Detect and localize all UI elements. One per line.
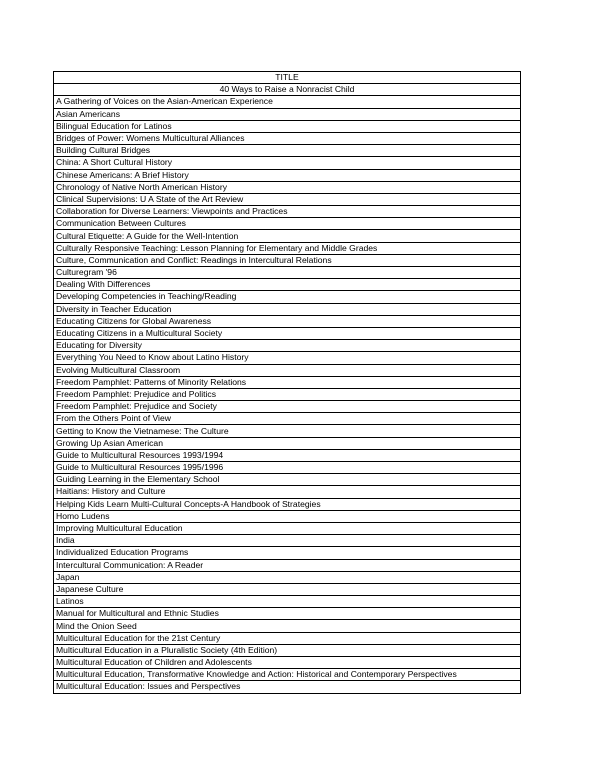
table-row: [54, 608, 521, 620]
table-cell-title: Dealing With Differences: [54, 279, 521, 291]
table-row: [54, 486, 521, 498]
table-cell-title: Individualized Education Programs: [54, 547, 521, 559]
column-header-title: TITLE: [54, 72, 521, 84]
table-cell-title: Mind the Onion Seed: [54, 620, 521, 632]
table-row: [54, 571, 521, 583]
table-cell-title: Developing Competencies in Teaching/Reading: [54, 291, 521, 303]
table-cell-title: Diversity in Teacher Education: [54, 303, 521, 315]
table-cell-title: Asian Americans: [54, 108, 521, 120]
table-row: [54, 352, 521, 364]
table-cell-title: China: A Short Cultural History: [54, 157, 521, 169]
table-cell-title: Haitians: History and Culture: [54, 486, 521, 498]
table-cell-title: Evolving Multicultural Classroom: [54, 364, 521, 376]
table-row: [54, 510, 521, 522]
table-cell-title: From the Others Point of View: [54, 413, 521, 425]
table-cell-title: Bridges of Power: Womens Multicultural Alliances: [54, 132, 521, 144]
table-row: [54, 242, 521, 254]
table-row: [54, 498, 521, 510]
table-row: [54, 327, 521, 339]
table-cell-title: Chinese Americans: A Brief History: [54, 169, 521, 181]
table-row: [54, 181, 521, 193]
table-cell-title: Improving Multicultural Education: [54, 522, 521, 534]
table-row: [54, 535, 521, 547]
table-row: [54, 657, 521, 669]
table-cell-title: A Gathering of Voices on the Asian-American Experience: [54, 96, 521, 108]
table-cell-title: Multicultural Education of Children and Adolescents: [54, 657, 521, 669]
table-cell-title: Multicultural Education: Issues and Perspectives: [54, 681, 521, 693]
table-body: [54, 72, 521, 694]
table-cell-title: Getting to Know the Vietnamese: The Culture: [54, 425, 521, 437]
table-cell-title: Growing Up Asian American: [54, 437, 521, 449]
table-cell-title: Culture, Communication and Conflict: Readings in Intercultural Relations: [54, 254, 521, 266]
table-row: [54, 401, 521, 413]
table-row: [54, 425, 521, 437]
table-row: [54, 279, 521, 291]
table-row: [54, 218, 521, 230]
table-cell-title: Freedom Pamphlet: Prejudice and Society: [54, 401, 521, 413]
table-cell-title: Japanese Culture: [54, 583, 521, 595]
table-row: [54, 376, 521, 388]
table-row: [54, 169, 521, 181]
table-cell-title: Educating for Diversity: [54, 340, 521, 352]
table-cell-first-entry: 40 Ways to Raise a Nonracist Child: [54, 84, 521, 96]
table-row: [54, 644, 521, 656]
table-cell-title: Guide to Multicultural Resources 1993/1994: [54, 449, 521, 461]
table-row: [54, 206, 521, 218]
table-cell-title: Collaboration for Diverse Learners: Viewpoints and Practices: [54, 206, 521, 218]
table-cell-title: Chronology of Native North American History: [54, 181, 521, 193]
table-row: [54, 669, 521, 681]
table-row: [54, 559, 521, 571]
table-row: [54, 681, 521, 693]
table-row: [54, 193, 521, 205]
table-cell-title: Helping Kids Learn Multi-Cultural Concepts-A Handbook of Strategies: [54, 498, 521, 510]
table-row: [54, 522, 521, 534]
table-row: [54, 632, 521, 644]
table-row: [54, 267, 521, 279]
table-cell-title: Culturegram '96: [54, 267, 521, 279]
table-cell-title: Intercultural Communication: A Reader: [54, 559, 521, 571]
table-row: [54, 462, 521, 474]
table-cell-title: Freedom Pamphlet: Patterns of Minority Relations: [54, 376, 521, 388]
table-cell-title: Guiding Learning in the Elementary School: [54, 474, 521, 486]
table-cell-title: Guide to Multicultural Resources 1995/1996: [54, 462, 521, 474]
title-table: [53, 71, 521, 694]
table-cell-title: Cultural Etiquette: A Guide for the Well-Intention: [54, 230, 521, 242]
table-row: [54, 340, 521, 352]
table-cell-title: Clinical Supervisions: U A State of the Art Review: [54, 193, 521, 205]
table-cell-title: India: [54, 535, 521, 547]
table-cell-title: Multicultural Education for the 21st Century: [54, 632, 521, 644]
table-row: [54, 596, 521, 608]
table-row: [54, 84, 521, 96]
table-cell-title: Manual for Multicultural and Ethnic Studies: [54, 608, 521, 620]
table-row: [54, 96, 521, 108]
table-row: [54, 474, 521, 486]
table-row: [54, 108, 521, 120]
table-row: [54, 132, 521, 144]
table-row: [54, 583, 521, 595]
table-row: [54, 145, 521, 157]
table-row: [54, 303, 521, 315]
table-cell-title: Japan: [54, 571, 521, 583]
table-cell-title: Culturally Responsive Teaching: Lesson Planning for Elementary and Middle Grades: [54, 242, 521, 254]
table-row: [54, 413, 521, 425]
table-row: [54, 620, 521, 632]
table-row: [54, 120, 521, 132]
table-cell-title: Homo Ludens: [54, 510, 521, 522]
table-row: [54, 157, 521, 169]
table-cell-title: Bilingual Education for Latinos: [54, 120, 521, 132]
table-row: [54, 449, 521, 461]
table-cell-title: Communication Between Cultures: [54, 218, 521, 230]
table-row: [54, 437, 521, 449]
table-row: [54, 230, 521, 242]
table-row: [54, 364, 521, 376]
table-row: [54, 254, 521, 266]
table-cell-title: Everything You Need to Know about Latino History: [54, 352, 521, 364]
table-row: [54, 388, 521, 400]
table-cell-title: Freedom Pamphlet: Prejudice and Politics: [54, 388, 521, 400]
table-row: [54, 315, 521, 327]
table-cell-title: Multicultural Education in a Pluralistic Society (4th Edition): [54, 644, 521, 656]
table-row: [54, 547, 521, 559]
table-cell-title: Educating Citizens for Global Awareness: [54, 315, 521, 327]
table-row: [54, 291, 521, 303]
header-row: [54, 72, 521, 84]
table-cell-title: Building Cultural Bridges: [54, 145, 521, 157]
table-cell-title: Educating Citizens in a Multicultural Society: [54, 327, 521, 339]
table-cell-title: Multicultural Education, Transformative Knowledge and Action: Historical and Contemporary Perspectives: [54, 669, 521, 681]
table-cell-title: Latinos: [54, 596, 521, 608]
